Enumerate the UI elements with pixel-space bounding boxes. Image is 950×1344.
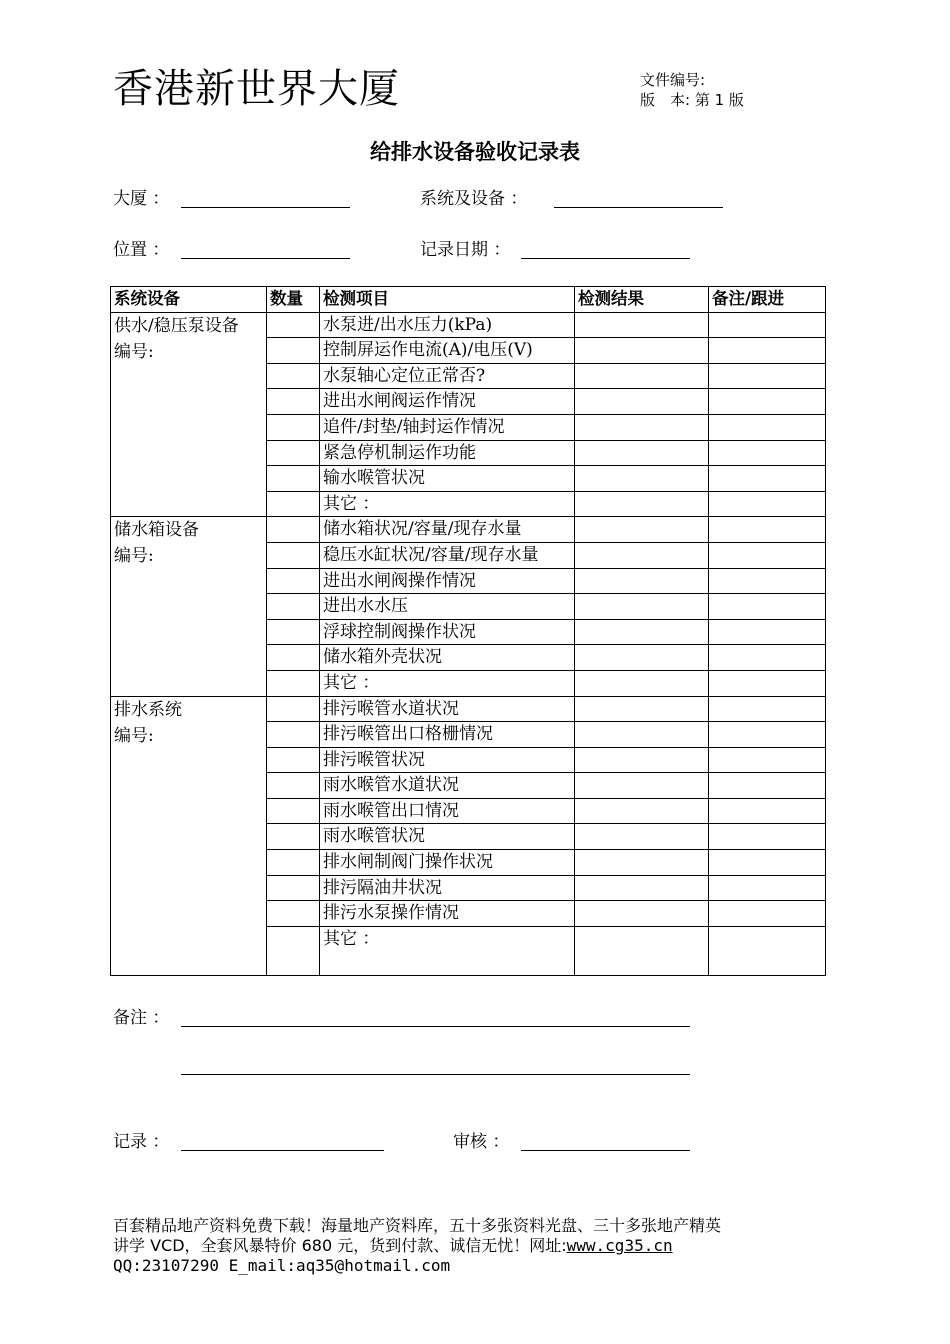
result-cell[interactable] [575,670,709,696]
result-cell[interactable] [575,542,709,568]
result-cell[interactable] [575,594,709,620]
item-cell: 排污喉管水道状况 [320,696,575,722]
table-header-row [111,287,826,313]
system-code-label: 编号: [114,341,154,362]
building-field[interactable] [181,207,350,208]
remarks-cell[interactable] [709,542,826,568]
item-cell: 追件/封垫/轴封运作情况 [320,414,575,440]
result-cell[interactable] [575,389,709,415]
result-cell[interactable] [575,798,709,824]
inspection-table [110,286,826,976]
building-label: 大厦 ： [113,189,170,209]
item-cell: 雨水喉管出口情况 [320,798,575,824]
quantity-cell[interactable] [267,901,320,927]
result-cell[interactable] [575,338,709,364]
footer-line-1: 百套精品地产资料免费下载！海量地产资料库，五十多张资料光盘、三十多张地产精英 [113,1216,722,1235]
result-cell[interactable] [575,696,709,722]
item-cell: 其它 ： [320,670,575,696]
quantity-cell[interactable] [267,568,320,594]
result-cell[interactable] [575,926,709,975]
quantity-cell[interactable] [267,798,320,824]
result-cell[interactable] [575,440,709,466]
remarks-cell[interactable] [709,901,826,927]
quantity-cell[interactable] [267,338,320,364]
result-cell[interactable] [575,619,709,645]
reviewer-label: 审核 ： [453,1132,510,1152]
quantity-cell[interactable] [267,594,320,620]
quantity-cell[interactable] [267,491,320,517]
result-cell[interactable] [575,747,709,773]
result-cell[interactable] [575,850,709,876]
header-result: 检测结果 [575,287,709,313]
result-cell[interactable] [575,312,709,338]
quantity-cell[interactable] [267,926,320,975]
remarks-cell[interactable] [709,696,826,722]
result-cell[interactable] [575,363,709,389]
remarks-cell[interactable] [709,517,826,543]
item-cell: 其它 ： [320,926,575,975]
item-cell: 进出水闸阀运作情况 [320,389,575,415]
remarks-label: 备注 ： [113,1008,170,1028]
remarks-cell[interactable] [709,619,826,645]
item-cell: 水泵进/出水压力(kPa) [320,312,575,338]
item-cell: 雨水喉管水道状况 [320,773,575,799]
result-cell[interactable] [575,414,709,440]
system-cell-supply-pump [111,312,267,517]
item-cell: 浮球控制阀操作状况 [320,619,575,645]
recorder-field[interactable] [181,1150,384,1151]
table-row [111,696,826,722]
quantity-cell[interactable] [267,517,320,543]
quantity-cell[interactable] [267,389,320,415]
result-cell[interactable] [575,517,709,543]
remarks-line-2[interactable] [181,1074,690,1075]
item-cell: 排水闸制阀门操作状况 [320,850,575,876]
result-cell[interactable] [575,491,709,517]
date-label: 记录日期 ： [420,240,511,260]
file-number-label: 文件编号: [640,71,706,89]
remarks-cell[interactable] [709,568,826,594]
quantity-cell[interactable] [267,414,320,440]
system-name: 排水系统 [114,699,182,720]
result-cell[interactable] [575,773,709,799]
version-label: 版 本: [640,91,691,109]
remarks-cell[interactable] [709,926,826,975]
remarks-cell[interactable] [709,645,826,671]
remarks-cell[interactable] [709,389,826,415]
quantity-cell[interactable] [267,696,320,722]
header-quantity: 数量 [267,287,320,313]
item-cell: 其它 ： [320,491,575,517]
result-cell[interactable] [575,722,709,748]
item-cell: 控制屏运作电流(A)/电压(V) [320,338,575,364]
location-field[interactable] [181,258,350,259]
item-cell: 输水喉管状况 [320,466,575,492]
recorder-label: 记录 ： [113,1132,170,1152]
footer-line-2-text: 讲学 VCD，全套风暴特价 680 元，货到付款、诚信无忧！网址: [113,1236,567,1255]
form-title: 给排水设备验收记录表 [370,140,580,164]
system-cell-water-tank [111,517,267,696]
remarks-cell[interactable] [709,414,826,440]
item-cell: 储水箱状况/容量/现存水量 [320,517,575,543]
quantity-cell[interactable] [267,670,320,696]
header-item: 检测项目 [320,287,575,313]
item-cell: 排污隔油井状况 [320,875,575,901]
result-cell[interactable] [575,645,709,671]
item-cell: 稳压水缸状况/容量/现存水量 [320,542,575,568]
system-label: 系统及设备 ： [420,189,528,209]
item-cell: 雨水喉管状况 [320,824,575,850]
quantity-cell[interactable] [267,850,320,876]
remarks-cell[interactable] [709,594,826,620]
remarks-cell[interactable] [709,466,826,492]
footer-contact: QQ:23107290 E_mail:aq35@hotmail.com [113,1256,451,1275]
remarks-cell[interactable] [709,491,826,517]
item-cell: 进出水闸阀操作情况 [320,568,575,594]
file-info [640,70,744,110]
quantity-cell[interactable] [267,363,320,389]
system-name: 供水/稳压泵设备 [114,315,239,336]
quantity-cell[interactable] [267,440,320,466]
reviewer-field[interactable] [521,1150,690,1151]
remarks-cell[interactable] [709,440,826,466]
table-row [111,312,826,338]
item-cell: 储水箱外壳状况 [320,645,575,671]
remarks-line-1[interactable] [181,1026,690,1027]
remarks-cell[interactable] [709,824,826,850]
system-name: 储水箱设备 [114,520,199,541]
result-cell[interactable] [575,568,709,594]
header-system: 系统设备 [111,287,267,313]
quantity-cell[interactable] [267,722,320,748]
remarks-cell[interactable] [709,338,826,364]
remarks-cell[interactable] [709,363,826,389]
footer-line-2 [113,1236,853,1256]
location-label: 位置 ： [113,240,170,260]
version-line [640,90,744,110]
item-cell: 排污喉管状况 [320,747,575,773]
quantity-cell[interactable] [267,312,320,338]
remarks-cell[interactable] [709,747,826,773]
quantity-cell[interactable] [267,773,320,799]
remarks-cell[interactable] [709,670,826,696]
website-link[interactable]: www.cg35.cn [566,1236,673,1255]
table-row [111,517,826,543]
item-cell: 紧急停机制运作功能 [320,440,575,466]
result-cell[interactable] [575,824,709,850]
quantity-cell[interactable] [267,645,320,671]
remarks-cell[interactable] [709,312,826,338]
system-code-label: 编号: [114,546,154,567]
remarks-cell[interactable] [709,722,826,748]
company-name: 香港新世界大厦 [113,66,400,112]
quantity-cell[interactable] [267,875,320,901]
footer-note [113,1216,853,1276]
system-code-label: 编号: [114,725,154,746]
item-cell: 排污喉管出口格栅情况 [320,722,575,748]
quantity-cell[interactable] [267,824,320,850]
system-field[interactable] [554,207,723,208]
item-cell: 排污水泵操作情况 [320,901,575,927]
remarks-cell[interactable] [709,773,826,799]
quantity-cell[interactable] [267,466,320,492]
result-cell[interactable] [575,875,709,901]
system-cell-drainage [111,696,267,975]
remarks-cell[interactable] [709,875,826,901]
quantity-cell[interactable] [267,747,320,773]
result-cell[interactable] [575,901,709,927]
header-remarks: 备注/跟进 [709,287,826,313]
quantity-cell[interactable] [267,542,320,568]
result-cell[interactable] [575,466,709,492]
remarks-cell[interactable] [709,798,826,824]
version-value: 第 1 版 [694,91,744,109]
remarks-cell[interactable] [709,850,826,876]
quantity-cell[interactable] [267,619,320,645]
item-cell: 进出水水压 [320,594,575,620]
item-cell: 水泵轴心定位正常否? [320,363,575,389]
date-field[interactable] [521,258,690,259]
